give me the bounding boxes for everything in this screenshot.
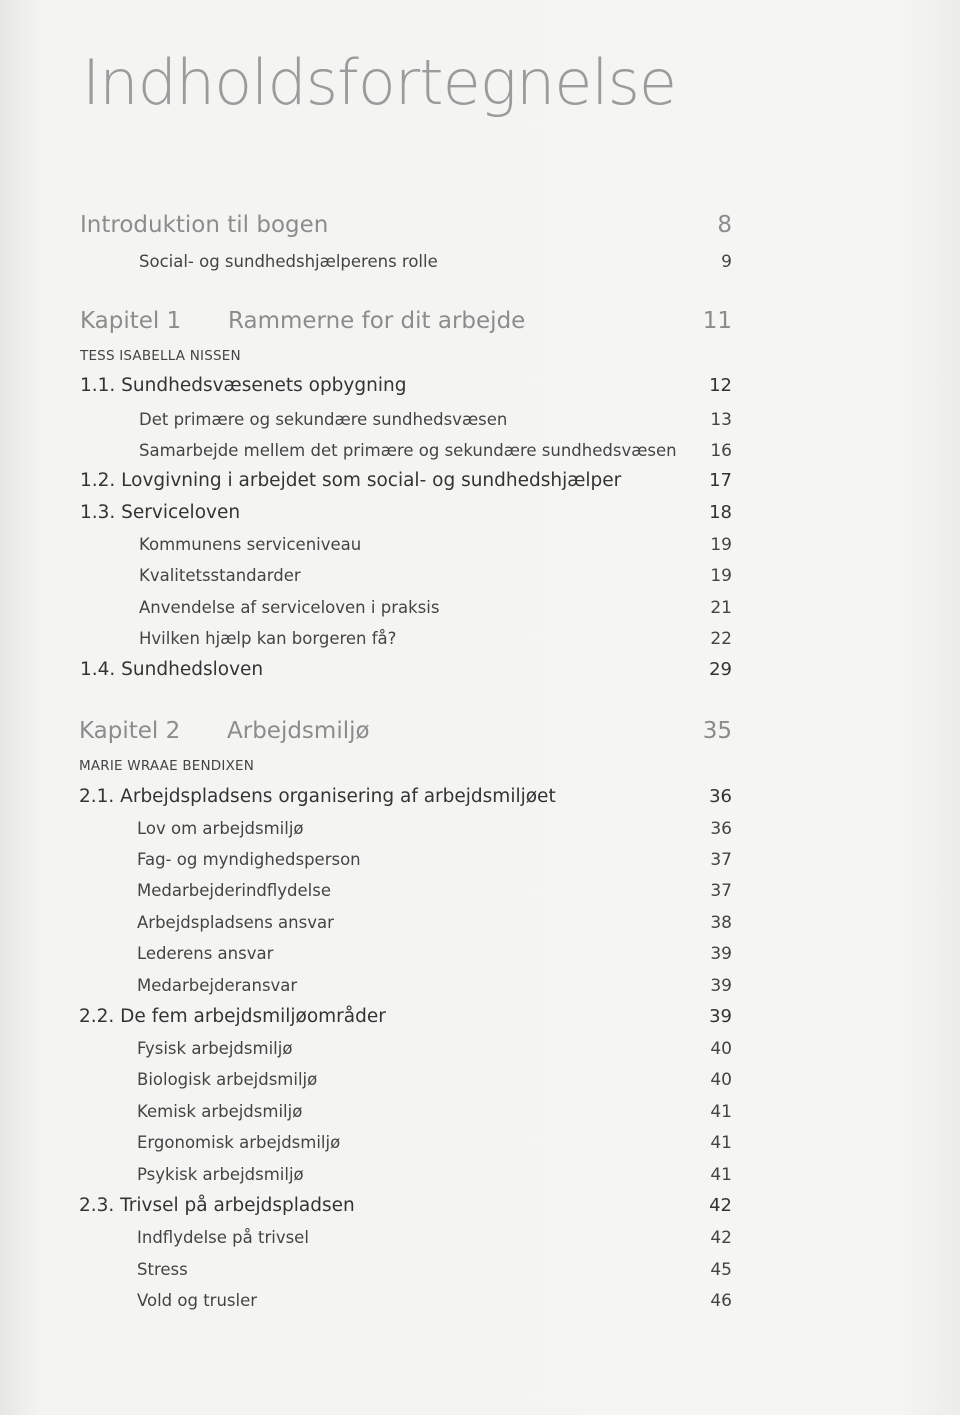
- toc-entry[interactable]: [0, 1165, 960, 1184]
- toc-entry-label: Fag- og myndighedsperson: [137, 850, 361, 869]
- toc-entry[interactable]: [0, 976, 960, 995]
- toc-entry-label: Ergonomisk arbejdsmiljø: [137, 1133, 341, 1152]
- chapter-title: Rammerne for dit arbejde: [228, 308, 526, 334]
- toc-entry-label: Anvendelse af serviceloven i praksis: [139, 598, 440, 617]
- toc-entry[interactable]: [0, 913, 960, 932]
- page-title: Indholdsfortegnelse: [82, 46, 677, 119]
- toc-entry[interactable]: [0, 1228, 960, 1247]
- toc-section[interactable]: [0, 375, 960, 396]
- toc-intro-label: Introduktion til bogen: [80, 212, 329, 238]
- toc-page-number: 18: [709, 502, 732, 523]
- toc-section-label: 1.2. Lovgivning i arbejdet som social- og sundhedshjælper: [80, 470, 622, 491]
- chapter-title: Arbejdsmiljø: [227, 718, 370, 744]
- toc-section-label: 1.3. Serviceloven: [80, 502, 241, 523]
- toc-page-number: 40: [710, 1039, 732, 1059]
- toc-page-number: 41: [710, 1102, 732, 1122]
- toc-page-number: 16: [710, 441, 732, 461]
- toc-entry[interactable]: [0, 441, 960, 460]
- toc-chapter-1[interactable]: [0, 308, 960, 334]
- toc-section-label: 2.2. De fem arbejdsmiljøområder: [79, 1006, 386, 1027]
- toc-entry-label: Arbejdspladsens ansvar: [137, 913, 334, 932]
- toc-entry-label: Indflydelse på trivsel: [137, 1228, 309, 1247]
- chapter-author: [0, 758, 960, 774]
- toc-entry-label: Medarbejderindflydelse: [137, 881, 332, 900]
- chapter-author: [0, 348, 960, 364]
- toc-entry[interactable]: [0, 629, 960, 648]
- toc-entry[interactable]: [0, 850, 960, 869]
- toc-section[interactable]: [0, 470, 960, 491]
- toc-page-number: 38: [710, 913, 732, 933]
- toc-page-number: 36: [710, 819, 732, 839]
- toc-page-number: 39: [710, 976, 732, 996]
- toc-entry[interactable]: [0, 819, 960, 838]
- toc-entry[interactable]: [0, 944, 960, 963]
- toc-page-number: 39: [709, 1006, 732, 1027]
- toc-page-number: 19: [710, 535, 732, 555]
- toc-entry-label: Fysisk arbejdsmiljø: [137, 1039, 293, 1058]
- toc-page-number: 37: [710, 881, 732, 901]
- toc-entry[interactable]: [0, 1070, 960, 1089]
- toc-page-number: 41: [710, 1133, 732, 1153]
- toc-entry-label: Stress: [137, 1260, 188, 1279]
- chapter-number: Kapitel 2: [79, 718, 181, 744]
- toc-entry[interactable]: [0, 566, 960, 585]
- toc-entry-label: Det primære og sekundære sundhedsvæsen: [139, 410, 508, 429]
- toc-section[interactable]: [0, 1006, 960, 1027]
- toc-section-label: 1.1. Sundhedsvæsenets opbygning: [80, 375, 407, 396]
- toc-page-number: 39: [710, 944, 732, 964]
- toc-section-label: 2.1. Arbejdspladsens organisering af arbejdsmiljøet: [79, 786, 556, 807]
- toc-page-number: 42: [710, 1228, 732, 1248]
- toc-section-label: 1.4. Sundhedsloven: [80, 659, 264, 680]
- toc-entry-label: Samarbejde mellem det primære og sekundære sundhedsvæsen: [139, 441, 677, 460]
- toc-entry[interactable]: [0, 410, 960, 429]
- toc-entry[interactable]: [0, 535, 960, 554]
- toc-page-number: 11: [702, 308, 732, 334]
- author-name: MARIE WRAAE BENDIXEN: [79, 758, 255, 774]
- toc-page-number: 13: [710, 410, 732, 430]
- toc-chapter-2[interactable]: [0, 718, 960, 744]
- toc-page-number: 22: [710, 629, 732, 649]
- toc-page-number: 42: [709, 1195, 732, 1216]
- toc-page-number: 36: [709, 786, 732, 807]
- toc-page-number: 46: [710, 1291, 732, 1311]
- toc-section[interactable]: [0, 786, 960, 807]
- toc-page-number: 9: [721, 252, 732, 272]
- toc-page-number: 19: [710, 566, 732, 586]
- toc-entry-label: Lederens ansvar: [137, 944, 274, 963]
- toc-page-number: 17: [709, 470, 732, 491]
- toc-page-number: 21: [710, 598, 732, 618]
- toc-page-number: 12: [709, 375, 732, 396]
- toc-entry[interactable]: [0, 1133, 960, 1152]
- toc-entry[interactable]: [0, 1291, 960, 1310]
- toc-page-number: 37: [710, 850, 732, 870]
- toc-page-number: 45: [710, 1260, 732, 1280]
- toc-section-label: 2.3. Trivsel på arbejdspladsen: [79, 1195, 355, 1216]
- toc-entry-label: Kemisk arbejdsmiljø: [137, 1102, 303, 1121]
- toc-entry[interactable]: [0, 1102, 960, 1121]
- toc-entry[interactable]: [0, 252, 960, 271]
- toc-section[interactable]: [0, 1195, 960, 1216]
- toc-intro[interactable]: [0, 212, 960, 238]
- toc-entry-label: Social- og sundhedshjælperens rolle: [139, 252, 438, 271]
- toc-section[interactable]: [0, 659, 960, 680]
- toc-entry-label: Hvilken hjælp kan borgeren få?: [139, 629, 397, 648]
- toc-entry-label: Vold og trusler: [137, 1291, 258, 1310]
- chapter-number: Kapitel 1: [80, 308, 182, 334]
- toc-page-number: 29: [709, 659, 732, 680]
- toc-entry-label: Kvalitetsstandarder: [139, 566, 301, 585]
- author-name: TESS ISABELLA NISSEN: [80, 348, 241, 364]
- toc-entry[interactable]: [0, 1039, 960, 1058]
- toc-entry-label: Medarbejderansvar: [137, 976, 298, 995]
- toc-section[interactable]: [0, 502, 960, 523]
- toc-entry[interactable]: [0, 1260, 960, 1279]
- toc-entry[interactable]: [0, 881, 960, 900]
- toc-entry-label: Psykisk arbejdsmiljø: [137, 1165, 304, 1184]
- toc-entry-label: Kommunens serviceniveau: [139, 535, 362, 554]
- toc-entry-label: Biologisk arbejdsmiljø: [137, 1070, 318, 1089]
- toc-page-number: 35: [702, 718, 732, 744]
- toc-page-number: 40: [710, 1070, 732, 1090]
- toc-entry[interactable]: [0, 598, 960, 617]
- toc-page-number: 41: [710, 1165, 732, 1185]
- toc-entry-label: Lov om arbejdsmiljø: [137, 819, 304, 838]
- toc-page-number: 8: [717, 212, 732, 238]
